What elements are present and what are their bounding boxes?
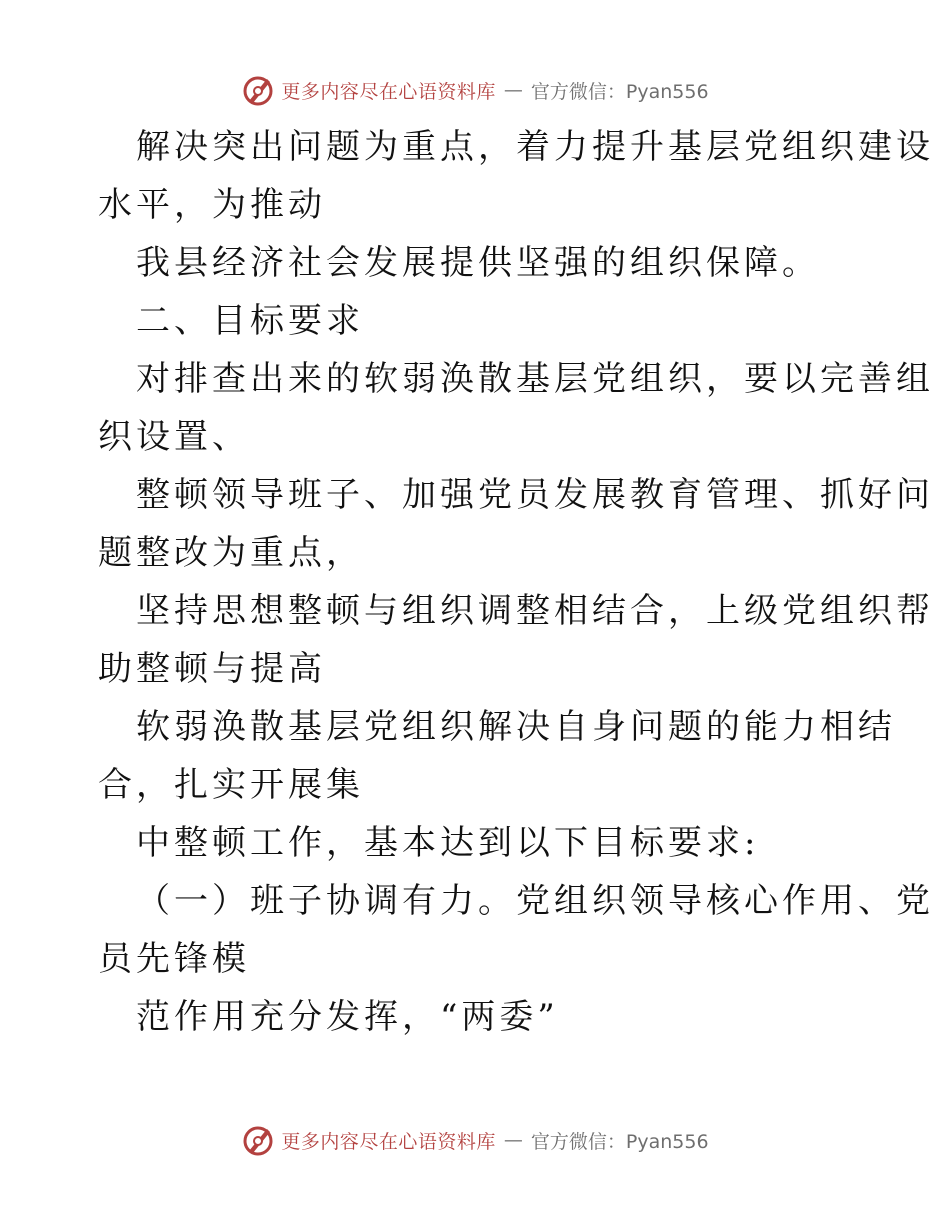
paragraph-line: 坚持思想整顿与组织调整相结合，上级党组织帮 [136,591,934,631]
document-body [98,118,934,1046]
watermark-dash: — [503,79,523,101]
quill-logo-icon [241,73,275,107]
paragraph-line: 软弱涣散基层党组织解决自身问题的能力相结 [136,707,896,747]
quill-logo-icon [241,1123,275,1157]
header-watermark [0,70,950,110]
paragraph-line: 合，扎实开展集 [98,765,364,805]
paragraph-line: 水平，为推动 [98,185,326,225]
paragraph-line: 我县经济社会发展提供坚强的组织保障。 [136,243,820,283]
watermark-wechat: 官方微信：Pyan556 [530,80,709,103]
paragraph-line: 解决突出问题为重点，着力提升基层党组织建设 [136,127,934,167]
paragraph-line: 员先锋模 [98,939,250,979]
section-heading: 二、目标要求 [136,301,364,341]
watermark-wechat: 官方微信：Pyan556 [530,1130,709,1153]
watermark-dash: — [503,1129,523,1151]
paragraph-line: 对排查出来的软弱涣散基层党组织，要以完善组 [136,359,934,399]
paragraph-line: 题整改为重点， [98,533,364,573]
paragraph-line: 助整顿与提高 [98,649,326,689]
paragraph-line: （一）班子协调有力。党组织领导核心作用、党 [136,881,934,921]
footer-watermark [0,1120,950,1160]
watermark-text: 更多内容尽在心语资料库 [281,1130,496,1153]
paragraph-line: 中整顿工作，基本达到以下目标要求: [136,823,760,863]
paragraph-line: 织设置、 [98,417,250,457]
paragraph-line: 范作用充分发挥，“两委” [136,997,559,1037]
paragraph-line: 整顿领导班子、加强党员发展教育管理、抓好问 [136,475,934,515]
watermark-text: 更多内容尽在心语资料库 [281,80,496,103]
